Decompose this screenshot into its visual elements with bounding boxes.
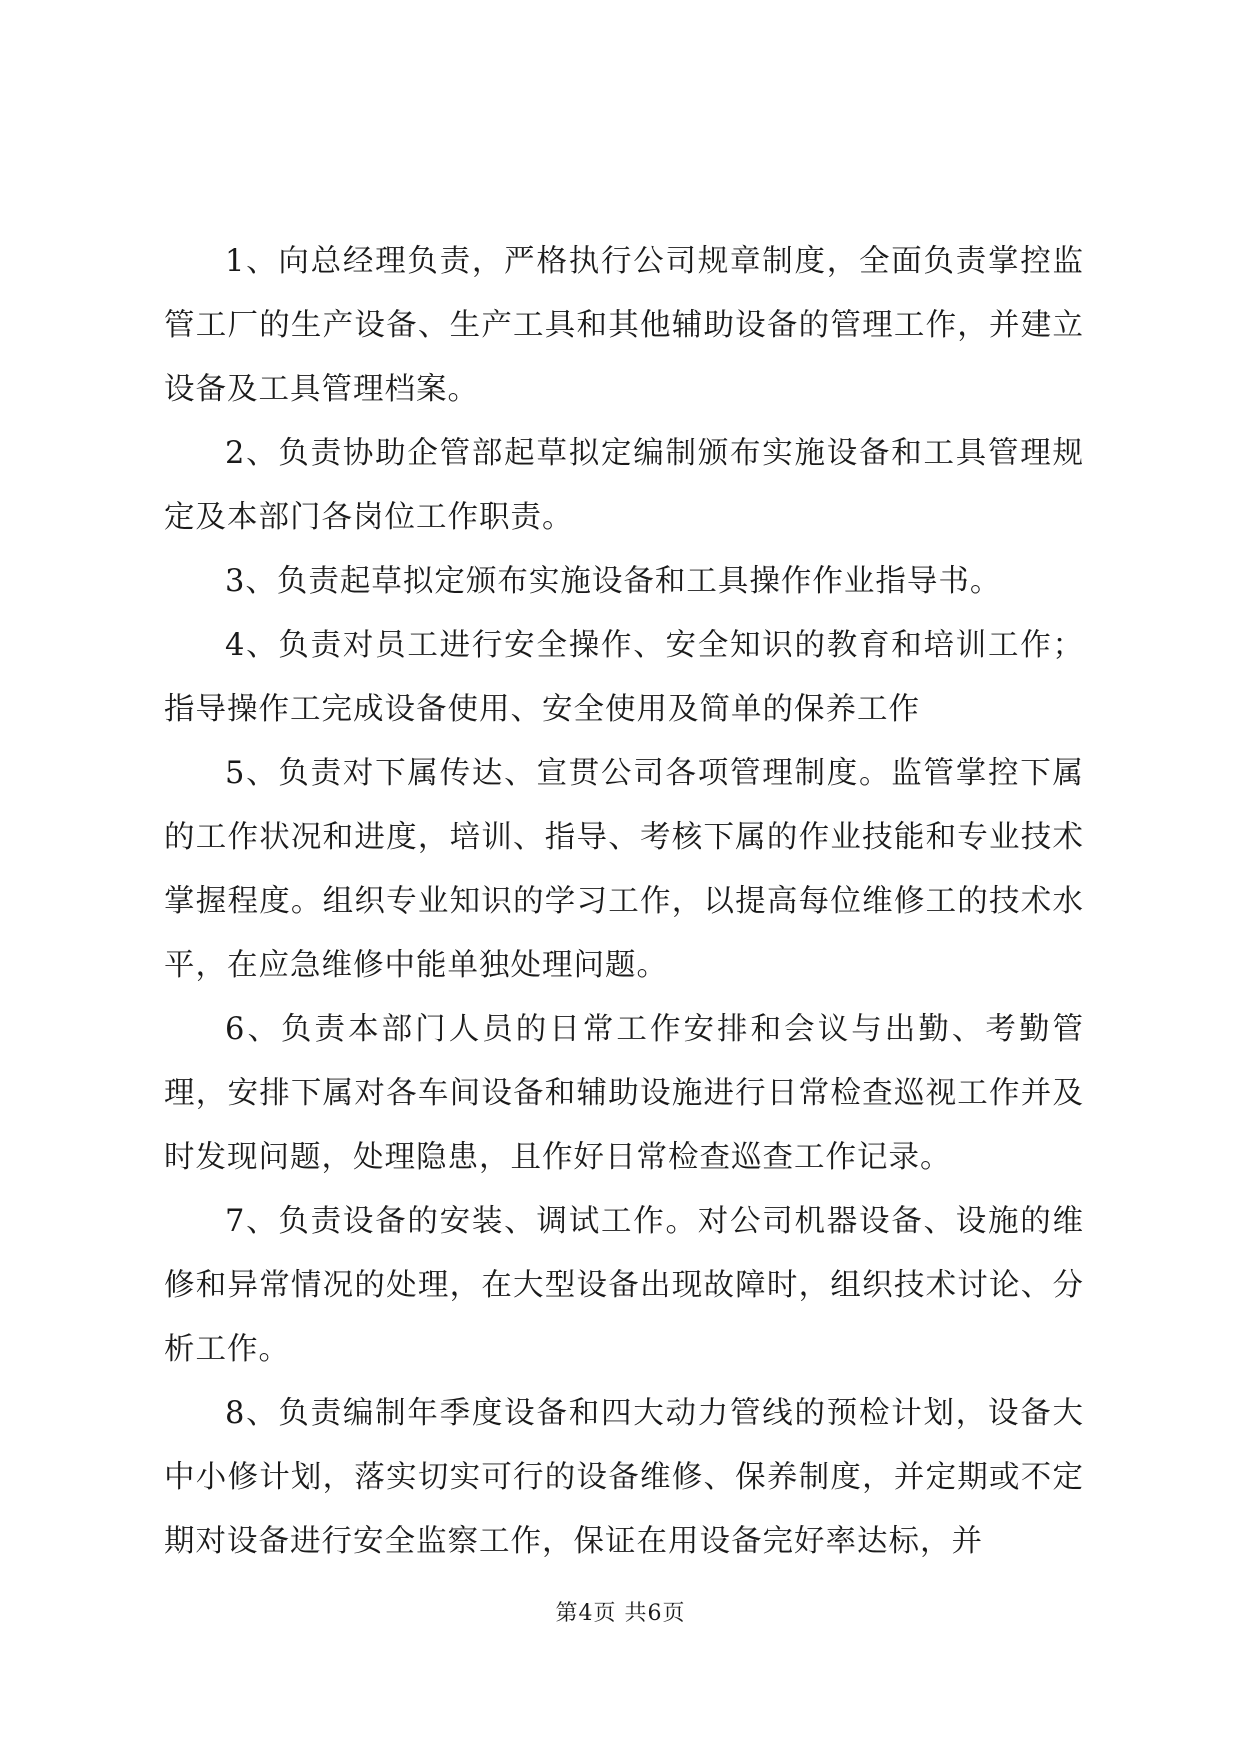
document-body — [164, 230, 1084, 1574]
paragraph-1: 1、向总经理负责，严格执行公司规章制度，全面负责掌控监管工厂的生产设备、生产工具和其他辅助设备的管理工作，并建立设备及工具管理档案。 — [164, 244, 1084, 407]
paragraph-4: 4、负责对员工进行安全操作、安全知识的教育和培训工作；指导操作工完成设备使用、安全使用及简单的保养工作 — [164, 628, 1084, 727]
paragraph-8: 8、负责编制年季度设备和四大动力管线的预检计划，设备大中小修计划，落实切实可行的设备维修、保养制度，并定期或不定期对设备进行安全监察工作，保证在用设备完好率达标，并 — [164, 1396, 1084, 1559]
paragraph-2: 2、负责协助企管部起草拟定编制颁布实施设备和工具管理规定及本部门各岗位工作职责。 — [164, 436, 1084, 535]
paragraph-6: 6、负责本部门人员的日常工作安排和会议与出勤、考勤管理，安排下属对各车间设备和辅助设施进行日常检查巡视工作并及时发现问题，处理隐患，且作好日常检查巡查工作记录。 — [164, 1012, 1084, 1175]
page-footer — [0, 1596, 1241, 1627]
paragraph-5: 5、负责对下属传达、宣贯公司各项管理制度。监管掌控下属的工作状况和进度，培训、指导、考核下属的作业技能和专业技术掌握程度。组织专业知识的学习工作，以提高每位维修工的技术水平，在应急维修中能单独处理问题。 — [164, 756, 1084, 983]
paragraph-7: 7、负责设备的安装、调试工作。对公司机器设备、设施的维修和异常情况的处理，在大型设备出现故障时，组织技术讨论、分析工作。 — [164, 1204, 1084, 1367]
paragraph-3: 3、负责起草拟定颁布实施设备和工具操作作业指导书。 — [225, 564, 1002, 599]
page-indicator: 第4页 共6页 — [555, 1601, 686, 1626]
